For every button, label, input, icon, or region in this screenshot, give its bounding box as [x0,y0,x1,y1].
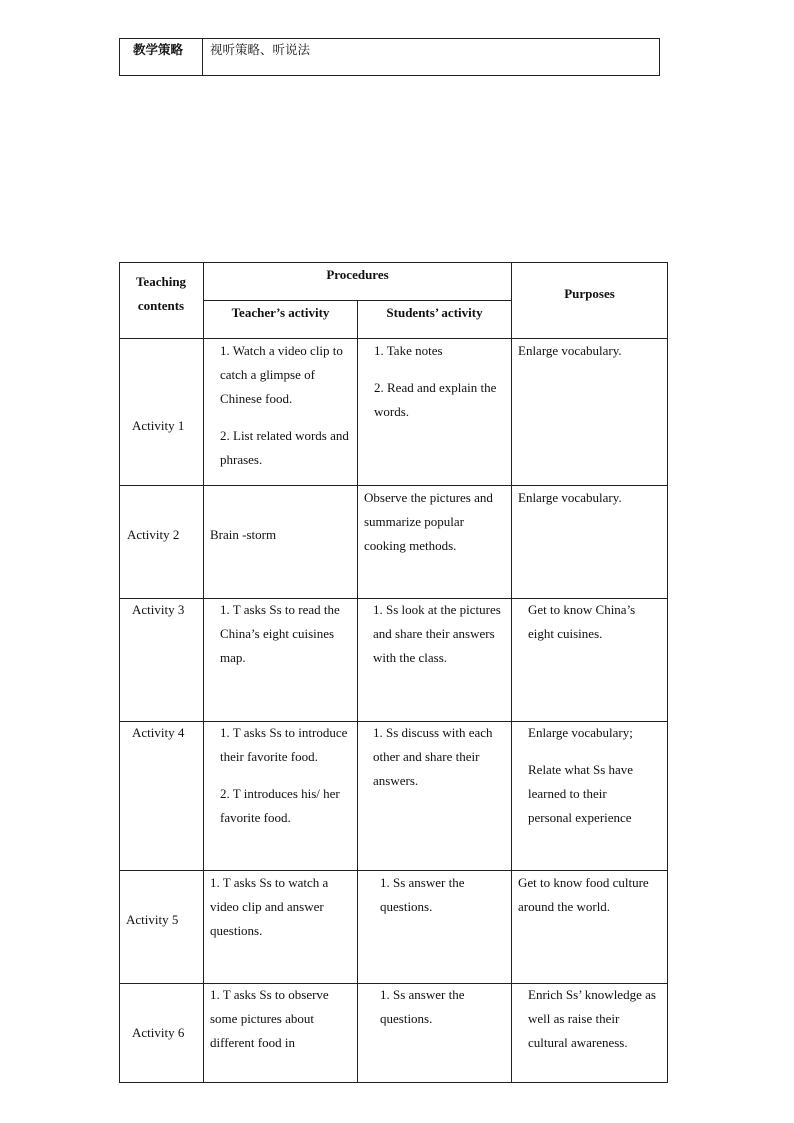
teacher-activity-item: 1. Watch a video clip to catch a glimpse of Chinese food. [220,343,343,406]
strategy-label: 教学策略 [133,42,184,57]
students-activity-item: Observe the pictures and summarize popular cooking methods. [364,490,493,553]
teacher-activity-item: 1. T asks Ss to read the China’s eight cuisines map. [220,602,340,665]
teacher-activity-cell [220,339,350,472]
table-border [119,1082,668,1083]
purpose-cell [528,983,658,1055]
table-border [203,262,204,1083]
teacher-activity-cell [210,983,350,1055]
students-activity-item: 1. Ss discuss with each other and share their answers. [373,725,493,788]
teacher-activity-cell [220,721,354,830]
students-activity-item: 1. Ss answer the questions. [380,875,465,914]
teacher-activity-item: Brain -storm [210,527,277,542]
header-purposes: Purposes [564,286,615,301]
activity-label: Activity 2 [127,527,180,542]
purpose-item: Get to know China’s eight cuisines. [528,602,636,641]
table-border [119,38,660,39]
purpose-item: Enlarge vocabulary; [528,725,633,740]
students-activity-cell [380,983,490,1031]
activity-label: Activity 6 [132,1025,185,1040]
purpose-item: Enlarge vocabulary. [518,490,622,505]
purpose-item: Enrich Ss’ knowledge as well as raise their cultural awareness. [528,987,656,1050]
students-activity-cell [373,598,509,670]
students-activity-cell [380,871,490,919]
teacher-activity-cell [210,871,350,943]
purpose-item: Relate what Ss have learned to their personal experience [528,762,634,825]
activity-label: Activity 3 [132,602,185,617]
header-students-activity: Students’ activity [386,305,483,320]
table-border [511,262,512,1083]
purpose-item: Enlarge vocabulary. [518,343,622,358]
teacher-activity-item: 1. T asks Ss to watch a video clip and answer questions. [210,875,329,938]
table-border [667,262,668,1083]
activity-label: Activity 5 [126,912,179,927]
header-procedures: Procedures [326,267,389,282]
table-border [119,75,660,76]
purpose-cell [518,486,663,510]
purpose-cell [528,721,653,830]
strategy-value: 视听策略、听说法 [210,42,311,57]
teacher-activity-cell [210,523,350,547]
purpose-cell [528,598,654,646]
teacher-activity-item: 2. List related words and phrases. [220,428,349,467]
teacher-activity-item: 2. T introduces his/ her favorite food. [220,786,340,825]
students-activity-item: 1. Ss look at the pictures and share their answers with the class. [373,602,501,665]
purpose-item: Get to know food culture around the world. [518,875,649,914]
purpose-cell [518,871,665,919]
students-activity-cell [374,339,504,424]
header-teaching-contents: Teaching contents [135,274,187,313]
teacher-activity-cell [220,598,354,670]
activity-label: Activity 4 [132,725,185,740]
students-activity-cell [373,721,509,793]
activity-label: Activity 1 [132,418,185,433]
table-border [119,262,120,1083]
students-activity-item: 1. Ss answer the questions. [380,987,465,1026]
teacher-activity-item: 1. T asks Ss to introduce their favorite food. [220,725,348,764]
purpose-cell [518,339,663,363]
header-teacher-activity: Teacher’s activity [231,305,330,320]
students-activity-cell [364,486,508,558]
table-border [659,38,660,76]
students-activity-item: 1. Take notes [374,343,443,358]
table-border [202,38,203,76]
table-border [119,38,120,76]
teacher-activity-item: 1. T asks Ss to observe some pictures about different food in [210,987,329,1050]
table-border [357,300,358,1083]
students-activity-item: 2. Read and explain the words. [374,380,497,419]
